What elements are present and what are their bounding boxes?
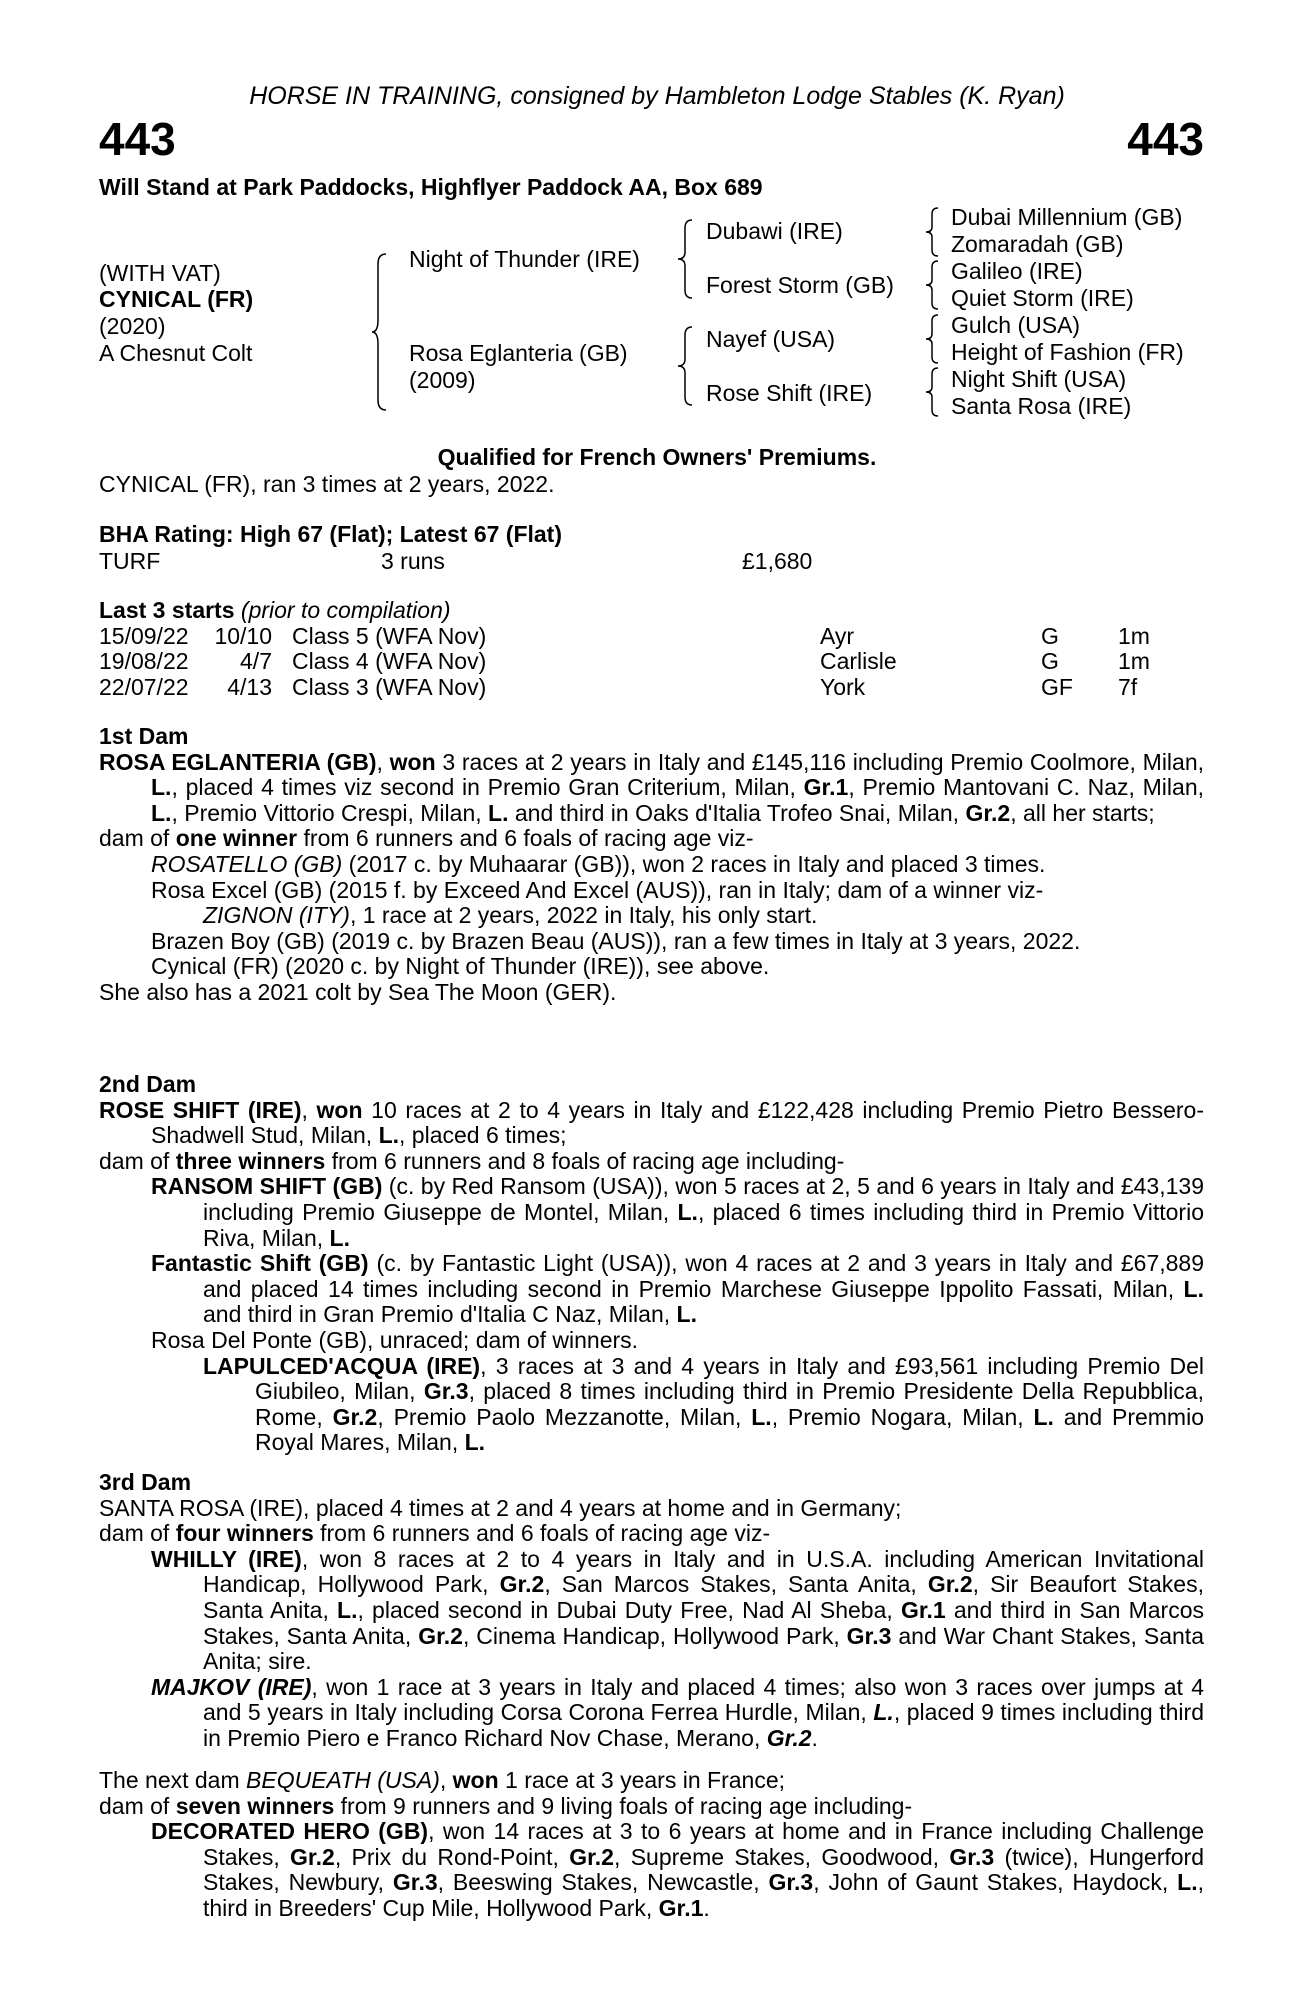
first-dam-produce-summary: dam of one winner from 6 runners and 6 foals of racing age viz- [99, 825, 754, 852]
pedigree-bracket-g3 [926, 313, 942, 365]
produce-item: DECORATED HERO (GB), won 14 races at 3 to 6 years at home and in France including Challenge Stakes, Gr.2, Prix du Rond-Point, Gr.2, Supreme Stakes, Goodwood, Gr.3 (twice), Hungerford Stakes, Newbury, Gr.3, Beeswing Stakes, Newcastle, Gr.3, John of Gaunt Stakes, Haydock, L., third in Breeders' Cup Mile, Hollywood Park, Gr.1. [151, 1818, 1205, 1921]
start-distance: 1m [1118, 648, 1150, 674]
third-dam-section [99, 1470, 1204, 1752]
pedigree-g4: Quiet Storm (IRE) [951, 285, 1134, 311]
produce-item: Rosa Del Ponte (GB), unraced; dam of winners. [151, 1326, 639, 1353]
start-distance: 7f [1118, 674, 1138, 700]
catalogue-header: HORSE IN TRAINING, consigned by Hambleton Lodge Stables (K. Ryan) [249, 82, 1065, 110]
produce-item: RANSOM SHIFT (GB) (c. by Red Ransom (USA)), won 5 races at 2, 5 and 6 years in Italy and £43,139 including Premio Giuseppe de Montel, Milan, L., placed 6 times including third in Premio Vittorio Riva, Milan, L. [151, 1173, 1204, 1251]
start-distance: 1m [1118, 623, 1150, 649]
second-dam-record: ROSE SHIFT (IRE), won 10 races at 2 to 4 years in Italy and £122,428 including Premio Pietro Bessero-Shadwell Stud, Milan, L., placed 6 times; [99, 1096, 1205, 1149]
produce-note: She also has a 2021 colt by Sea The Moon (GER). [99, 978, 617, 1005]
pedigree-bracket-g2 [926, 259, 942, 311]
pedigree-bracket-dam [678, 325, 698, 407]
pedigree-g7: Night Shift (USA) [951, 366, 1127, 392]
vat-note: (WITH VAT) [99, 260, 221, 286]
produce-item: Cynical (FR) (2020 c. by Night of Thunder (IRE)), see above. [151, 953, 770, 980]
pedigree-bracket-g4 [926, 366, 942, 418]
last-starts-heading: Last 3 starts (prior to compilation) [99, 597, 451, 623]
first-dam-section [99, 724, 1204, 1006]
next-dam-record: The next dam BEQUEATH (USA), won 1 race at 3 years in France; [99, 1767, 785, 1793]
produce-subitem: LAPULCED'ACQUA (IRE), 3 races at 3 and 4 years in Italy and £93,561 including Premio Del Giubileo, Milan, Gr.3, placed 8 times including third in Premio Presidente Della Repubblica, Rome, Gr.2, Premio Paolo Mezzanotte, Milan, L., Premio Nogara, Milan, L. and Premmio Royal Mares, Milan, L. [203, 1352, 1205, 1456]
second-dam-section [99, 1072, 1204, 1456]
produce-item: WHILLY (IRE), won 8 races at 2 to 4 years in Italy and in U.S.A. including American Invitational Handicap, Hollywood Park, Gr.2, San Marcos Stakes, Santa Anita, Gr.2, Sir Beaufort Stakes, Santa Anita, L., placed second in Dubai Duty Free, Nad Al Sheba, Gr.1 and third in San Marcos Stakes, Santa Anita, Gr.2, Cinema Handicap, Hollywood Park, Gr.3 and War Chant Stakes, Santa Anita; sire. [151, 1545, 1204, 1675]
pedigree-dam-dam: Rose Shift (IRE) [706, 380, 873, 406]
rating-surface: TURF [99, 548, 161, 574]
pedigree-g5: Gulch (USA) [951, 312, 1081, 338]
start-position: 4/7 [240, 648, 272, 674]
horse-description: A Chesnut Colt [99, 340, 253, 366]
first-dam-heading: 1st Dam [99, 723, 189, 749]
pedigree-g8: Santa Rosa (IRE) [951, 393, 1132, 419]
rating-runs: 3 runs [381, 548, 445, 574]
pedigree-g2: Zomaradah (GB) [951, 231, 1124, 257]
produce-item: ROSATELLO (GB) (2017 c. by Muhaarar (GB)), won 2 races in Italy and placed 3 times. [151, 850, 1046, 877]
pedigree-sire-sire: Dubawi (IRE) [706, 218, 843, 244]
produce-item: Rosa Excel (GB) (2015 f. by Exceed And Excel (AUS)), ran in Italy; dam of a winner viz- [151, 876, 1044, 903]
stand-location: Will Stand at Park Paddocks, Highflyer Paddock AA, Box 689 [99, 174, 763, 200]
horse-year: (2020) [99, 313, 166, 339]
start-position: 10/10 [214, 623, 272, 649]
second-dam-heading: 2nd Dam [99, 1071, 197, 1097]
produce-item: Fantastic Shift (GB) (c. by Fantastic Light (USA)), won 4 races at 2 and 3 years in Italy and £67,889 and placed 14 times including second in Premio Marchese Giuseppe Ippolito Fassati, Milan, L. and third in Gran Premio d'Italia C Naz, Milan, L. [151, 1250, 1205, 1328]
rating-title: BHA Rating: High 67 (Flat); Latest 67 (Flat) [99, 521, 562, 547]
pedigree-sire: Night of Thunder (IRE) [409, 246, 640, 272]
horse-name: CYNICAL (FR) [99, 286, 254, 312]
start-class: Class 3 (WFA Nov) [292, 674, 487, 700]
start-going: G [1041, 648, 1059, 674]
next-dam-section [99, 1768, 1204, 1922]
lot-number-right: 443 [1127, 113, 1204, 165]
start-date: 15/09/22 [99, 623, 189, 649]
start-date: 19/08/22 [99, 648, 189, 674]
start-course: Ayr [820, 623, 855, 649]
third-dam-record: SANTA ROSA (IRE), placed 4 times at 2 and 4 years at home and in Germany; [99, 1494, 902, 1521]
produce-item: MAJKOV (IRE), won 1 race at 3 years in Italy and placed 4 times; also won 3 races over jumps at 4 and 5 years in Italy including Corsa Corona Ferrea Hurdle, Milan, L., placed 9 times including third in Premio Piero e Franco Richard Nov Chase, Merano, Gr.2. [151, 1673, 1204, 1751]
ran-summary: CYNICAL (FR), ran 3 times at 2 years, 2022. [99, 471, 555, 497]
third-dam-produce-summary: dam of four winners from 6 runners and 6 foals of racing age viz- [99, 1520, 771, 1547]
start-class: Class 5 (WFA Nov) [292, 623, 487, 649]
pedigree-bracket-main [372, 252, 392, 412]
pedigree-g1: Dubai Millennium (GB) [951, 204, 1183, 230]
pedigree-dam-year: (2009) [409, 367, 476, 393]
start-position: 4/13 [227, 674, 272, 700]
first-dam-record: ROSA EGLANTERIA (GB), won 3 races at 2 years in Italy and £145,116 including Premio Coolmore, Milan, L., placed 4 times viz second in Premio Gran Criterium, Milan, Gr.1, Premio Mantovani C. Naz, Milan, L., Premio Vittorio Crespi, Milan, L. and third in Oaks d'Italia Trofeo Snai, Milan, Gr.2, all her starts; [99, 748, 1205, 826]
pedigree-bracket-sire [678, 218, 698, 300]
pedigree-dam-sire: Nayef (USA) [706, 326, 836, 352]
pedigree-dam: Rosa Eglanteria (GB) [409, 340, 628, 366]
start-date: 22/07/22 [99, 674, 189, 700]
produce-subitem: ZIGNON (ITY), 1 race at 2 years, 2022 in Italy, his only start. [203, 902, 818, 929]
start-course: Carlisle [820, 648, 897, 674]
next-dam-produce-summary: dam of seven winners from 9 runners and 9 living foals of racing age including- [99, 1792, 913, 1819]
pedigree-sire-dam: Forest Storm (GB) [706, 272, 894, 298]
pedigree-bracket-g1 [926, 206, 942, 258]
start-going: GF [1041, 674, 1073, 700]
pedigree-g3: Galileo (IRE) [951, 258, 1083, 284]
third-dam-heading: 3rd Dam [99, 1469, 192, 1495]
rating-prize: £1,680 [742, 548, 813, 574]
start-class: Class 4 (WFA Nov) [292, 648, 487, 674]
second-dam-produce-summary: dam of three winners from 6 runners and 8 foals of racing age including- [99, 1147, 845, 1174]
start-course: York [820, 674, 866, 700]
premiums-note: Qualified for French Owners' Premiums. [437, 444, 877, 470]
start-going: G [1041, 623, 1059, 649]
pedigree-g6: Height of Fashion (FR) [951, 339, 1184, 365]
produce-item: Brazen Boy (GB) (2019 c. by Brazen Beau (AUS)), ran a few times in Italy at 3 years, 2022. [151, 927, 1081, 954]
lot-number-left: 443 [99, 113, 176, 165]
